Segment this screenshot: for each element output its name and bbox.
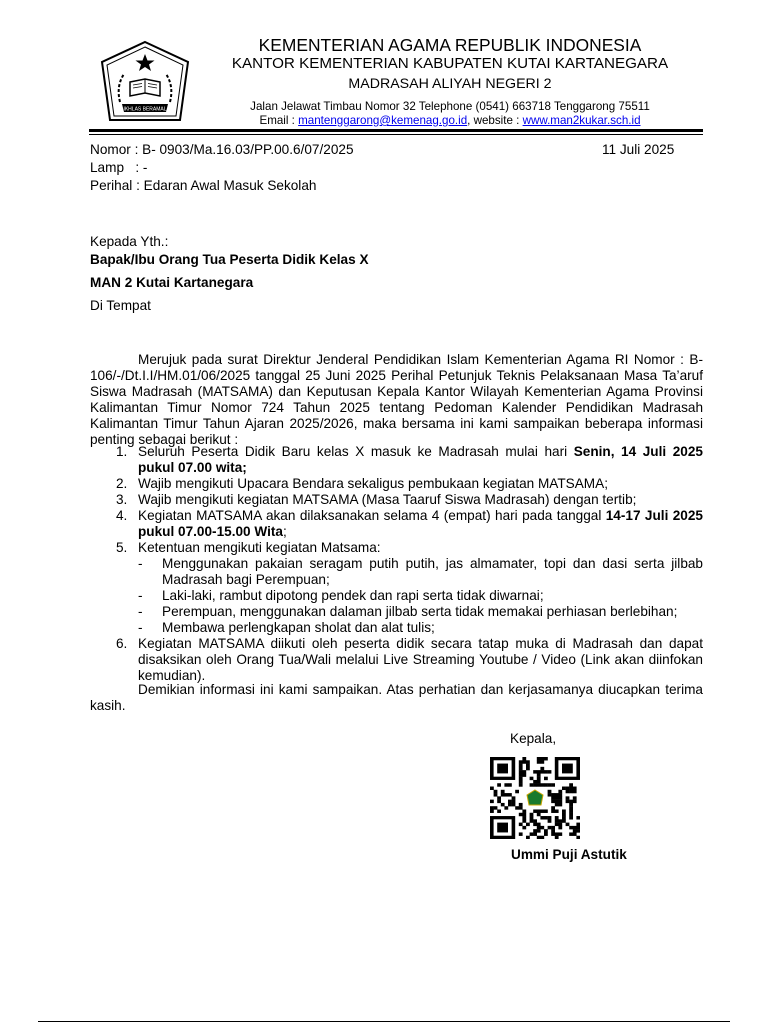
lamp-value: - — [142, 160, 148, 175]
sub-list-dash: - — [138, 556, 143, 571]
recipient-school: MAN 2 Kutai Kartanegara — [90, 275, 254, 290]
sub-list-dash: - — [138, 588, 143, 603]
recipient-greeting: Kepada Yth.: — [90, 234, 169, 249]
website-label: , website : — [467, 114, 523, 127]
sub-list-item — [90, 588, 703, 604]
list-item-text: Kegiatan MATSAMA diikuti oleh peserta didik secara tatap muka di Madrasah dan dapat disaksikan oleh Orang Tua/Wali melalui Live Streaming Youtube / Video (Link akan diinfokan kemudian). — [138, 636, 703, 683]
list-item — [90, 492, 703, 508]
ministry-name: KEMENTERIAN AGAMA REPUBLIK INDONESIA — [258, 35, 642, 55]
lamp-label: Lamp : — [90, 160, 143, 175]
bottom-rule — [38, 1021, 730, 1022]
lamp-line — [90, 160, 147, 176]
nomor-line — [90, 142, 354, 158]
letter-date: 11 Juli 2025 — [602, 142, 675, 157]
sub-list-text: Perempuan, menggunakan dalaman jilbab serta tidak memakai perhiasan berlebihan; — [162, 604, 678, 619]
list-item-text: Seluruh Peserta Didik Baru kelas X masuk ke Madrasah mulai hari — [138, 444, 574, 459]
sub-list-dash: - — [138, 620, 143, 635]
website-link[interactable]: www.man2kukar.sch.id — [522, 114, 641, 127]
list-item-text: Kegiatan MATSAMA akan dilaksanakan selama 4 (empat) hari pada tanggal — [138, 508, 606, 523]
email-label: Email : — [259, 114, 299, 127]
list-item-number: 5. — [116, 540, 128, 555]
sub-list-text: Laki-laki, rambut dipotong pendek dan rapi serta tidak diwarnai; — [162, 588, 544, 603]
list-item — [90, 508, 703, 540]
list-item — [90, 540, 703, 556]
list-item — [90, 476, 703, 492]
list-item-number: 4. — [116, 508, 128, 523]
sub-list-text: Membawa perlengkapan sholat dan alat tulis; — [162, 620, 435, 635]
signatory-name: Ummi Puji Astutik — [511, 847, 627, 862]
list-item-number: 2. — [116, 476, 128, 491]
list-item-bold: Senin, 14 Juli 2025 pukul 07.00 wita; — [138, 444, 703, 475]
intro-paragraph: Merujuk pada surat Direktur Jenderal Pendidikan Islam Kementerian Agama RI Nomor : B-106/-/Dt.I.I/HM.01/06/2025 tanggal 25 Juni 2025 Perihal Petunjuk Teknis Pelaksanaan Masa Ta’aruf Siswa Madrasah (MATSAMA) dan Keputusan Kepala Kantor Wilayah Kementerian Agama Provinsi Kalimantan Timur Nomor 724 Tahun 2025 tentang Pedoman Kalender Pendidikan Madrasah Kalimantan Timur Tahun Ajaran 2025/2026, maka bersama ini kami sampaikan beberapa informasi penting sebagai berikut : — [90, 352, 703, 447]
list-item-number: 6. — [116, 636, 128, 651]
recipient-place: Di Tempat — [90, 298, 151, 313]
list-item-number: 1. — [116, 444, 128, 459]
list-item-text: Wajib mengikuti kegiatan MATSAMA (Masa Taaruf Siswa Madrasah) dengan tertib; — [138, 492, 637, 507]
list-item — [90, 444, 703, 476]
closing-paragraph: Demikian informasi ini kami sampaikan. Atas perhatian dan kerjasamanya diucapkan terima kasih. — [90, 682, 703, 713]
perihal-value: Edaran Awal Masuk Sekolah — [143, 178, 317, 193]
perihal-label: Perihal : — [90, 178, 144, 193]
office-name: KANTOR KEMENTERIAN KABUPATEN KUTAI KARTANEGARA — [231, 55, 669, 72]
nomor-label: Nomor : — [90, 142, 143, 157]
contact-line — [195, 114, 705, 128]
signature-title: Kepala, — [510, 731, 557, 746]
qr-code-icon — [490, 757, 580, 839]
school-name: MADRASAH ALIYAH NEGERI 2 — [348, 76, 552, 92]
perihal-line — [90, 178, 316, 194]
letterhead-rule-thin — [89, 134, 703, 135]
list-item-number: 3. — [116, 492, 128, 507]
list-item-text: Ketentuan mengikuti kegiatan Matsama: — [138, 540, 381, 555]
letterhead-rule-thick — [89, 129, 703, 132]
list-item-text: Wajib mengikuti Upacara Bendara sekaligus pembukaan kegiatan MATSAMA; — [138, 476, 608, 491]
sub-list-text: Menggunakan pakaian seragam putih putih, jas almamater, topi dan dasi serta jilbab Madrasah bagi Perempuan; — [162, 556, 703, 587]
nomor-value: B- 0903/Ma.16.03/PP.00.6/07/2025 — [142, 142, 354, 157]
recipient-name: Bapak/Ibu Orang Tua Peserta Didik Kelas X — [90, 252, 369, 267]
emblem-motto: IKHLAS BERAMAL — [123, 106, 167, 113]
school-address: Jalan Jelawat Timbau Nomor 32 Telephone (0541) 663718 Tenggarong 75511 — [250, 100, 650, 113]
sub-list-dash: - — [138, 604, 143, 619]
list-item — [90, 636, 703, 684]
letterhead — [195, 35, 705, 128]
info-list — [90, 444, 703, 684]
email-link[interactable]: mantenggarong@kemenag.go.id — [298, 114, 468, 127]
ministry-emblem-logo — [100, 40, 190, 122]
list-item-after: ; — [282, 524, 287, 539]
list-item-bold: 14-17 Juli 2025 pukul 07.00-15.00 Wita — [138, 508, 703, 539]
sub-list-item — [90, 604, 703, 620]
sub-list-item — [90, 620, 703, 636]
sub-list-item — [90, 556, 703, 588]
